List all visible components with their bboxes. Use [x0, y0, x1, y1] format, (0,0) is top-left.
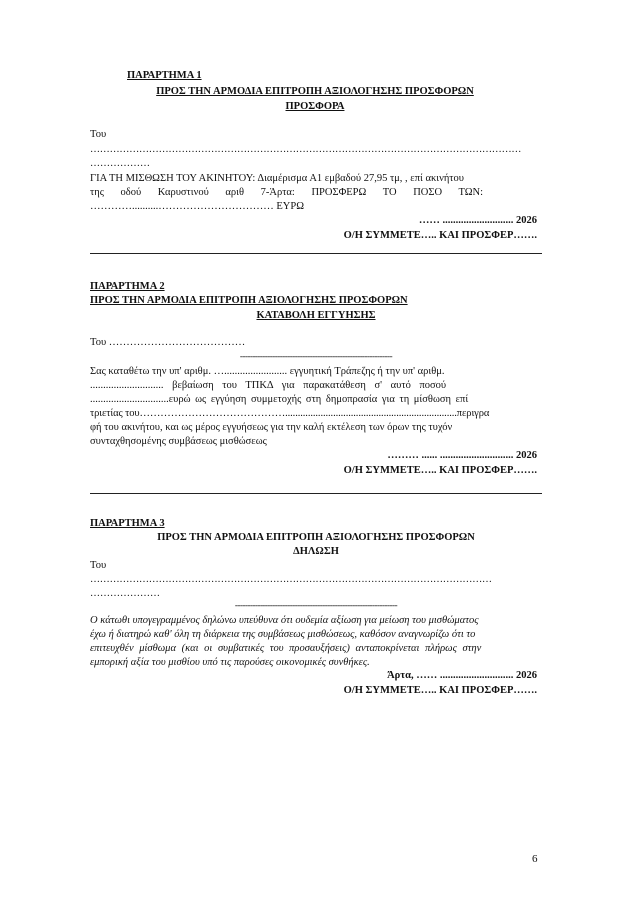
annex2-paragraph-line3: ..............................ευρώ ως εγγύηση συμμετοχής στη δημοπρασία για τη μίσθωση επί: [90, 394, 469, 405]
annex3-paragraph-line3: επιτευχθέν μίσθωμα (και οι συμβατικές του προσαυξήσεις) ανταποκρίνεται πλήρως στην: [90, 643, 482, 654]
annex3-date: Άρτα, …… ............................ 2026: [387, 670, 537, 681]
annex3-paragraph-line4: εμπορική αξία του μισθίου υπό τις παρούσες οικονομικές συνθήκες.: [90, 657, 370, 668]
annex1-subtitle: ΠΡΟΣΦΟΡΑ: [285, 101, 345, 112]
annex1-paragraph-line3: …………..........…………………………… ΕΥΡΩ: [90, 201, 305, 212]
annex3-subtitle: ΔΗΛΩΣΗ: [293, 546, 339, 557]
annex2-paragraph-line4: τριετίας του……………………………………....................................................................περιγρα: [90, 408, 490, 419]
annex1-signature: Ο/Η ΣΥΜΜΕΤΕ….. ΚΑΙ ΠΡΟΣΦΕΡ…….: [343, 230, 537, 241]
annex2-paragraph-line6: συνταχθησομένης συμβάσεως μισθώσεως: [90, 436, 267, 447]
annex3-signature: Ο/Η ΣΥΜΜΕΤΕ….. ΚΑΙ ΠΡΟΣΦΕΡ…….: [343, 685, 537, 696]
annex2-paragraph-line5: φή του ακινήτου, και ως μέρος εγγυήσεως για την καλή εκτέλεση των όρων της τυχόν: [90, 422, 453, 433]
annex2-paragraph-line2: ............................ βεβαίωση του ΤΠΚΔ για παρακατάθεση σ' αυτό ποσού: [90, 380, 447, 391]
annex1-to-label: Του: [90, 129, 107, 140]
annex1-paragraph-line1: ΓΙΑ ΤΗ ΜΙΣΘΩΣΗ ΤΟΥ ΑΚΙΝΗΤΟΥ: Διαμέρισμα Α1 εμβαδού 27,95 τμ, , επί ακινήτου: [90, 173, 464, 184]
annex3-separator: -----------------------------------------------------------------: [234, 600, 398, 610]
divider-2: [90, 493, 542, 494]
annex3-paragraph-line2: έχω ή διατηρώ καθ' όλη τη διάρκεια της συμβάσεως μισθώσεως, καθόσον αναγνωρίζω ότι το: [90, 629, 476, 640]
annex2-signature: Ο/Η ΣΥΜΜΕΤΕ….. ΚΑΙ ΠΡΟΣΦΕΡ…….: [343, 465, 537, 476]
annex1-date: …… ........................... 2026: [418, 215, 537, 226]
annex1-dots-line2: ………………: [90, 158, 150, 169]
annex3-paragraph-line1: Ο κάτωθι υπογεγραμμένος δηλώνω υπεύθυνα ότι ουδεμία αξίωση για μείωση του μισθώματος: [90, 615, 479, 626]
annex2-to-line: Του …………………………………: [90, 337, 246, 348]
annex3-dots-line2: …………………: [90, 588, 160, 599]
annex3-heading: ΠΑΡΑΡΤΗΜΑ 3: [90, 518, 165, 529]
annex3-to-label: Του: [90, 560, 107, 571]
annex1-dots-line1: ……………………………………………………………………………………………………………………: [90, 144, 522, 155]
annex2-title: ΠΡΟΣ ΤΗΝ ΑΡΜΟΔΙΑ ΕΠΙΤΡΟΠΗ ΑΞΙΟΛΟΓΗΣΗΣ ΠΡΟΣΦΟΡΩΝ: [90, 295, 408, 306]
divider-1: [90, 253, 542, 254]
annex2-heading: ΠΑΡΑΡΤΗΜΑ 2: [90, 281, 165, 292]
annex1-heading: ΠΑΡΑΡΤΗΜΑ 1: [127, 70, 202, 81]
page-number: 6: [532, 853, 538, 865]
annex2-separator: -------------------------------------------------------------: [239, 351, 393, 361]
annex2-paragraph-line1: Σας καταθέτω την υπ' αριθμ. …........................ εγγυητική Τράπεζης ή την υπ' αριθμ.: [90, 366, 445, 377]
annex3-dots-line1: ……………………………………………………………………………………………………………: [90, 574, 492, 585]
annex2-date: ……… ...... ............................ 2026: [387, 450, 537, 461]
annex1-title: ΠΡΟΣ ΤΗΝ ΑΡΜΟΔΙΑ ΕΠΙΤΡΟΠΗ ΑΞΙΟΛΟΓΗΣΗΣ ΠΡΟΣΦΟΡΩΝ: [156, 86, 474, 97]
annex3-title: ΠΡΟΣ ΤΗΝ ΑΡΜΟΔΙΑ ΕΠΙΤΡΟΠΗ ΑΞΙΟΛΟΓΗΣΗΣ ΠΡΟΣΦΟΡΩΝ: [157, 532, 475, 543]
annex1-paragraph-line2: της οδού Καρυστινού αριθ 7-Άρτα: ΠΡΟΣΦΕΡΩ ΤΟ ΠΟΣΟ ΤΩΝ:: [90, 187, 484, 198]
annex2-subtitle: ΚΑΤΑΒΟΛΗ ΕΓΓΥΗΣΗΣ: [256, 310, 376, 321]
